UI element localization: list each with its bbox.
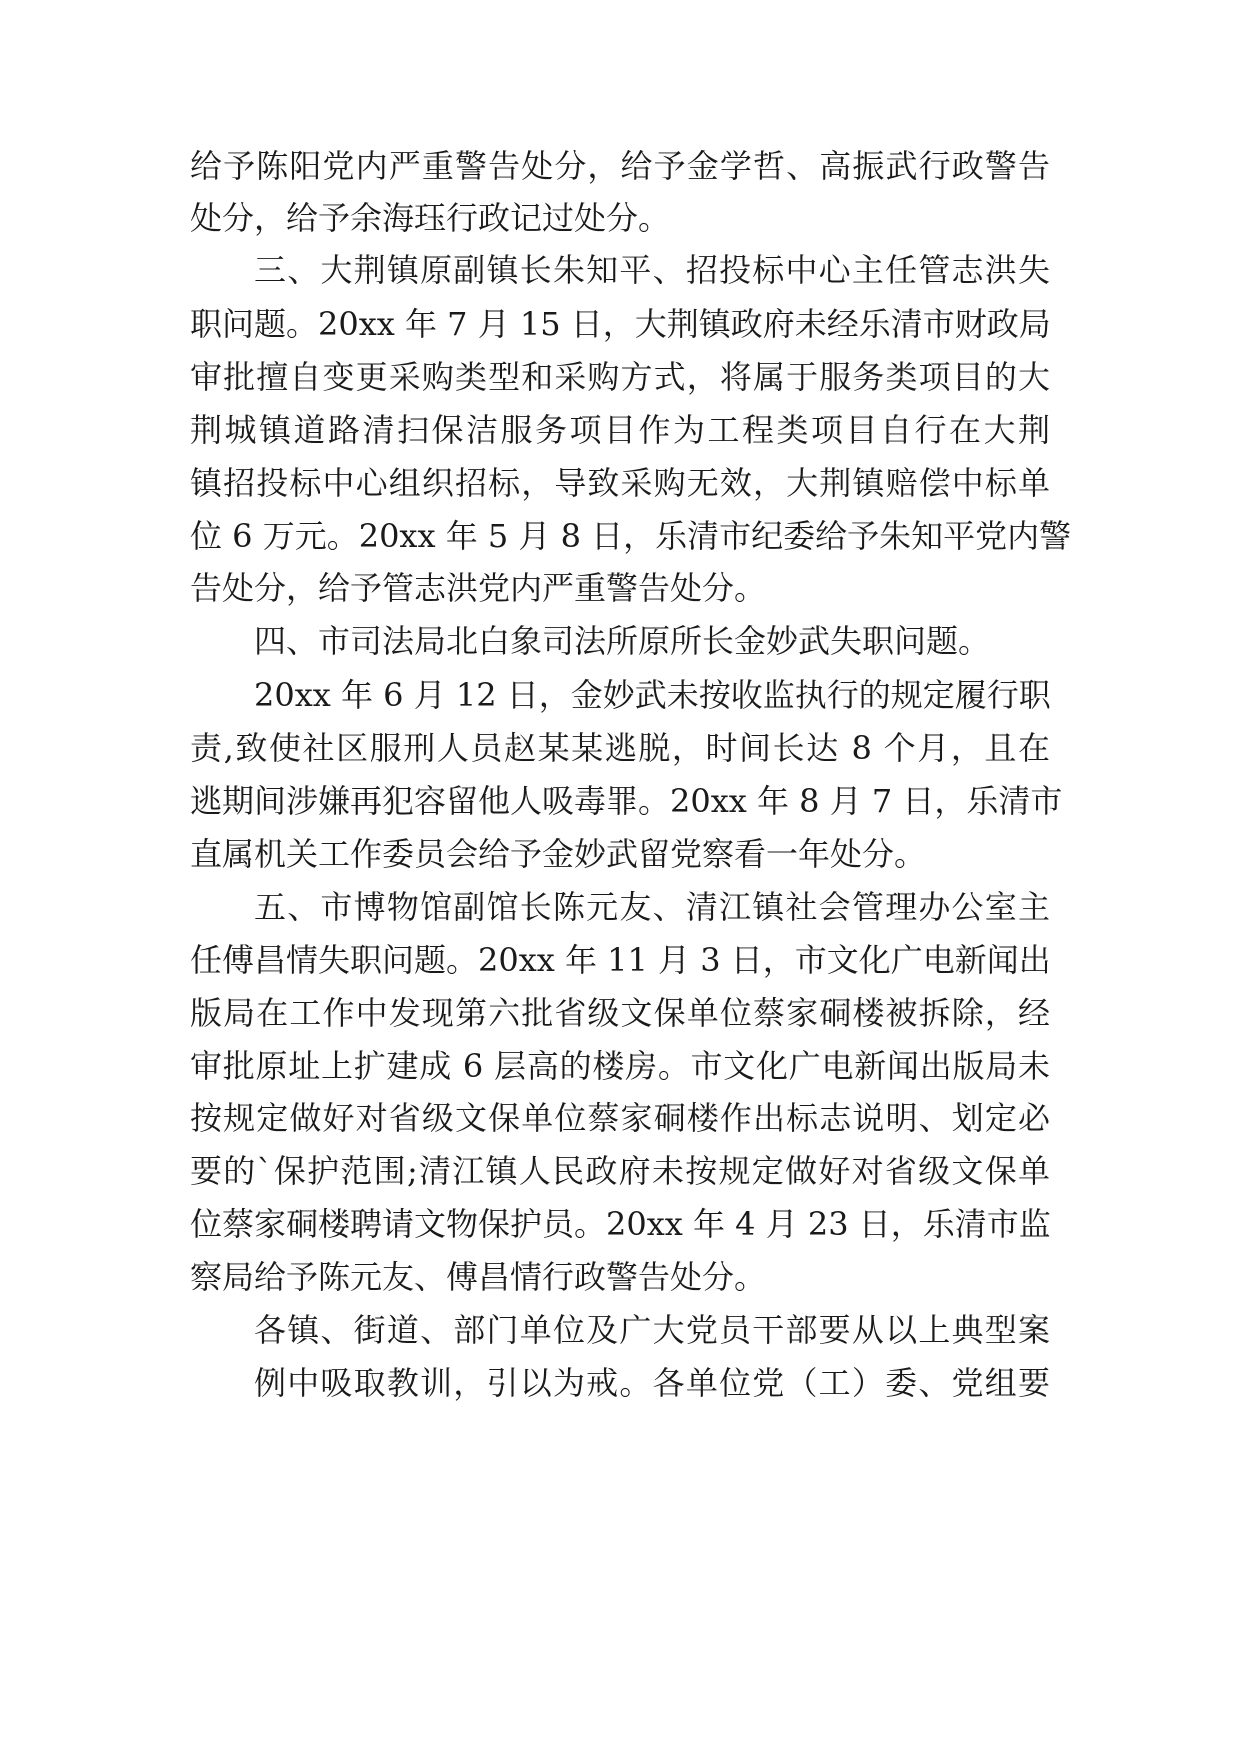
text-line: 审批擅自变更采购类型和采购方式，将属于服务类项目的大 [190, 358, 1050, 396]
text-line: 直属机关工作委员会给予金妙武留党察看一年处分。 [190, 835, 927, 873]
text-line: 例中吸取教训，引以为戒。各单位党（工）委、党组要 [254, 1364, 1050, 1402]
text-line: 版局在工作中发现第六批省级文保单位蔡家硐楼被拆除，经 [190, 994, 1050, 1032]
paragraph-start-line: 五、市博物馆副馆长陈元友、清江镇社会管理办公室主 [254, 888, 1050, 926]
text-line: 责,致使社区服刑人员赵某某逃脱，时间长达 8 个月，且在 [190, 729, 1050, 767]
text-line: 处分，给予余海珏行政记过处分。 [190, 199, 671, 237]
text-line: 位蔡家硐楼聘请文物保护员。20xx 年 4 月 23 日，乐清市监 [190, 1205, 1051, 1243]
text-line: 给予陈阳党内严重警告处分，给予金学哲、高振武行政警告 [190, 147, 1050, 185]
text-line: 逃期间涉嫌再犯容留他人吸毒罪。20xx 年 8 月 7 日，乐清市 [190, 782, 1063, 820]
text-line: 镇招投标中心组织招标，导致采购无效，大荆镇赔偿中标单 [190, 464, 1050, 502]
text-line: 察局给予陈元友、傅昌情行政警告处分。 [190, 1258, 767, 1296]
text-line: 荆城镇道路清扫保洁服务项目作为工程类项目自行在大荆 [190, 411, 1050, 449]
text-line: 位 6 万元。20xx 年 5 月 8 日，乐清市纪委给予朱知平党内警 [190, 517, 1072, 555]
paragraph-start-line: 各镇、街道、部门单位及广大党员干部要从以上典型案 [254, 1311, 1050, 1349]
text-line: 职问题。20xx 年 7 月 15 日，大荆镇政府未经乐清市财政局 [190, 305, 1051, 343]
paragraph-start-line: 四、市司法局北白象司法所原所长金妙武失职问题。 [254, 622, 991, 660]
paragraph-start-line: 20xx 年 6 月 12 日，金妙武未按收监执行的规定履行职 [254, 676, 1051, 714]
text-line: 按规定做好对省级文保单位蔡家硐楼作出标志说明、划定必 [190, 1099, 1050, 1137]
text-line: 任傅昌情失职问题。20xx 年 11 月 3 日，市文化广电新闻出 [190, 941, 1051, 979]
text-line: 告处分，给予管志洪党内严重警告处分。 [190, 569, 767, 607]
text-line: 要的`保护范围;清江镇人民政府未按规定做好对省级文保单 [190, 1152, 1050, 1190]
paragraph-start-line: 三、大荆镇原副镇长朱知平、招投标中心主任管志洪失 [254, 251, 1050, 289]
text-line: 审批原址上扩建成 6 层高的楼房。市文化广电新闻出版局未 [190, 1047, 1050, 1085]
